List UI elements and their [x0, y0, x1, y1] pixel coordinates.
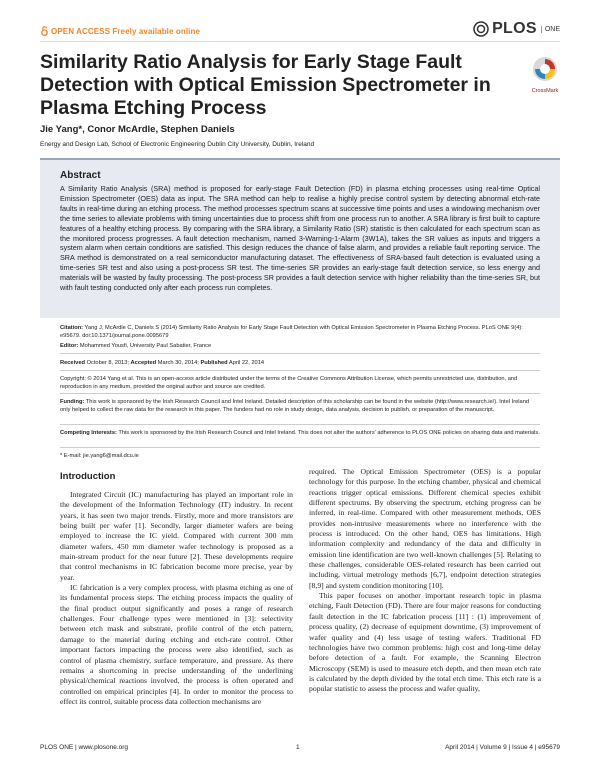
- affiliation: Energy and Design Lab, School of Electronic Engineering Dublin City University, Dublin, Ireland: [40, 141, 315, 148]
- plos-logo-icon: [473, 21, 489, 37]
- page-number: 1: [296, 744, 300, 751]
- abstract-heading: Abstract: [60, 170, 101, 181]
- author-email[interactable]: * E-mail: jie.yang6@mail.dcu.ie: [60, 453, 139, 459]
- header-divider: [40, 41, 560, 42]
- paragraph: Integrated Circuit (IC) manufacturing has played an important role in the development of the Information Technology (IT) industry. In recent years, it has seen two major trends. Firstly, more and more transistors are being built per wafer [1]. Secondly, larger diameter wafers are being employed to increase the IC yield. Compared with current 300 mm diameter wafers, 450 mm diameter wafer technology is proposed as a main-stream product for the near future [2]. These developments require that control mechanisms in IC fabrication become more precise, year by year.: [60, 490, 293, 582]
- paragraph: IC fabrication is a very complex process, with plasma etching as one of its fundamental process steps. The etching process impacts the quality of the final product output significantly and poses a range of research challenges. Four challenge types were mentioned in [3]: selectivity between etch mask and substrate, profile control of the etch pattern, damage to the material during etching and etch-rate control. Other important factors impacting the process were also identified, such as control of plasma chemistry, surface temperature, and pressure. As there remains a shortcoming in precise understanding of the underlining physical/chemical reactions involved, the process is often operated and controlled on empirical principles [4]. In order to monitor the process to effect its control, suitable process data collection mechanisms are: [60, 583, 293, 706]
- meta-divider: [60, 393, 540, 394]
- journal-sub: ONE: [541, 26, 560, 33]
- plos-one-logo[interactable]: [473, 20, 560, 38]
- meta-divider: [60, 424, 540, 425]
- copyright: Copyright: © 2014 Yang et al. This is an open-access article distributed under the terms of the Creative Commons Attribution License, which permits unrestricted use, distribution, and reproduction in any medium, provided the original author and source are credited.: [60, 376, 518, 390]
- paragraph: This paper focuses on another important research topic in plasma etching, Fault Detection (FD). There are four major reasons for conducting fault detection in the IC fabrication process [11] : (1) improvement of process quality, (2) decrease of equipment downtime, (3) improvement of wafer quality and (4) less usage of testing wafers. Traditional FD technologies have two common problems: high cost and long-time delay before detection of a fault. For example, the Scanning Electron Microscopy (SEM) is used to measure etch depth, and then mean etch rate is calculated by the depth divided by the total etch time. This etch rate is a popular statistic to assess the process and wafer quality,: [309, 591, 541, 694]
- editor: Editor: Mohammed Yousfi, University Paul Sabatier, France: [60, 343, 212, 349]
- citation: Citation: Yang J, McArdle C, Daniels S (2014) Similarity Ratio Analysis for Early Stage Fault Detection with Optical Emission Spectrometer in Plasma Etching Process. PLoS ONE 9(4): e95679. doi:10.1371/journal.pone.0095679: [60, 325, 523, 339]
- journal-name: PLOS: [492, 20, 537, 37]
- meta-divider: [60, 353, 540, 354]
- abstract-text: A Similarity Ratio Analysis (SRA) method is proposed for early-stage Fault Detection (FD) in plasma etching processes using real-time Optical Emission Spectrometer (OES) data as input. The SRA method can help to realise a highly precise control system by detecting abnormal etch-rate faults in real-time during an etching process. The method processes spectrum scans at successive time points and uses a windowing mechanism over the time series to alleviate problems with timing uncertainties due to process shift from one process run to another. A SRA library is first built to capture features of a healthy etching process. By comparing with the SRA library, a Similarity Ratio (SR) statistic is then calculated for each spectrum scan as the monitored process progresses. A fault detection mechanism, named 3-Warning-1-Alarm (3W1A), takes the SR values as inputs and triggers a system alarm when certain conditions are satisfied. This design reduces the chance of false alarm, and provides a reliable fault reporting service. The SRA method is demonstrated on a real semiconductor manufacturing dataset. The effectiveness of SRA-based fault detection is evaluated using a time-series SR test and also using a post-process SR test. The time-series SR provides an early-stage fault detection service, so less energy and materials will be wasted by faulty processing. The post-process SR provides a fault detection service with higher reliability than the time-series SR, but with fault testing conducted only after each process run completes.: [60, 184, 540, 293]
- dates: Received October 8, 2013; Accepted March 30, 2014; Published April 22, 2014: [60, 360, 265, 366]
- paragraph: required. The Optical Emission Spectrometer (OES) is a popular technology for this purpose. In the etching chamber, physical and chemical reactions trigger optical emissions. Different chemical species exhibit different spectrums. By observing the spectrum, etching progress can be inferred, in real-time. Compared with other measurement methods, OES provides non-intrusive measurements where no interference with the process is introduced. On the other hand, OES has limitations. High information complexity and redundancy of the data and difficulty in emission line identification are two well-known challenges [5]. Relating to these challenges, considerable OES-related research has been carried out including, virtual metrology methods [6,7], endpoint detection strategies [8,9] and system condition monitoring [10].: [309, 467, 541, 590]
- competing-interests: Competing Interests: This work is sponsored by the Irish Research Council and Intel Ireland. This does not alter the authors' adherence to PLOS ONE policies on sharing data and materials.: [60, 430, 540, 436]
- body-column-left: [60, 490, 293, 707]
- article-title: Similarity Ratio Analysis for Early Stage Fault Detection with Optical Emission Spectrometer in Plasma Etching Process: [40, 51, 491, 119]
- crossmark-label: CrossMark: [531, 88, 559, 94]
- open-access-lock-icon: [40, 26, 49, 36]
- meta-divider: [60, 447, 540, 448]
- open-access-label: OPEN ACCESS Freely available online: [51, 26, 201, 36]
- crossmark-badge[interactable]: [520, 56, 570, 94]
- crossmark-icon: [532, 56, 558, 82]
- footer-journal[interactable]: PLOS ONE | www.plosone.org: [40, 744, 129, 751]
- body-column-right: [309, 467, 541, 695]
- footer-issue: April 2014 | Volume 9 | Issue 4 | e95679: [445, 744, 560, 751]
- funding: Funding: This work is sponsored by the Irish Research Council and Intel Ireland. Detailed description of this scholarship can be found in the website (http://www.research.ie/). Intel Ireland only helped to collect the raw data for the research in this paper. The funders had no role in study design, data analysis, decision to publish, or preparation of the manuscript.: [60, 399, 530, 413]
- meta-divider: [60, 370, 540, 371]
- section-heading-introduction: Introduction: [60, 471, 116, 482]
- abstract-top-rule: [40, 158, 560, 160]
- authors: Jie Yang*, Conor McArdle, Stephen Daniels: [40, 124, 235, 135]
- open-access-badge: [40, 26, 200, 36]
